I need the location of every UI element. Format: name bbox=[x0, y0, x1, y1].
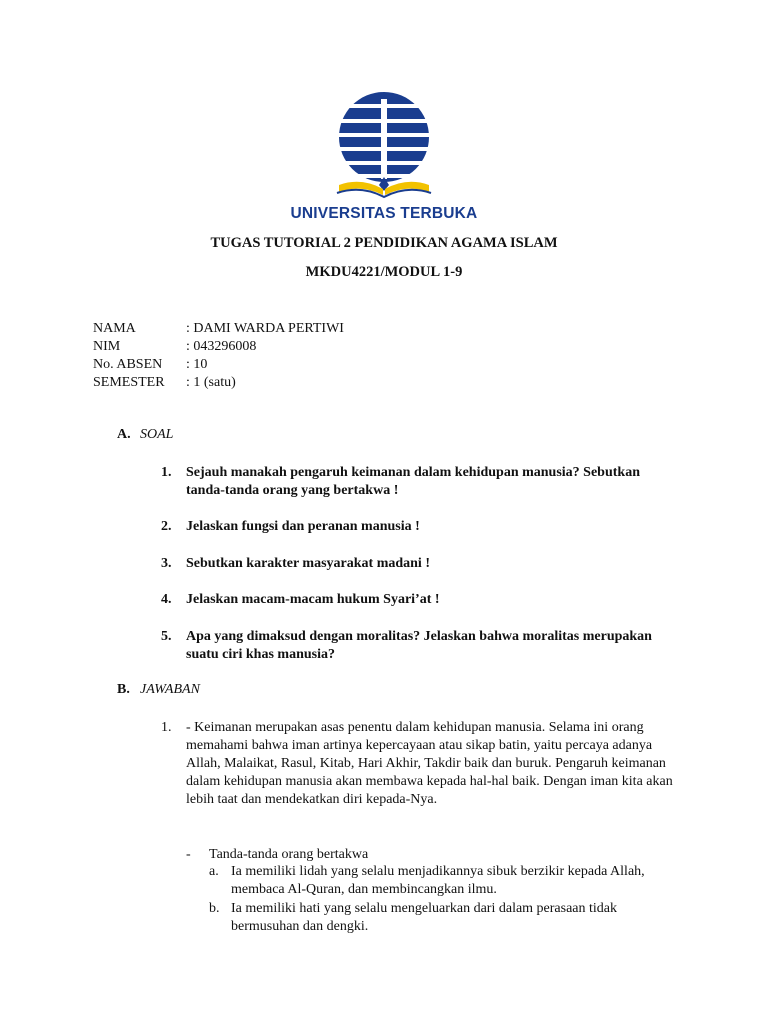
identity-value: : 1 (satu) bbox=[186, 375, 236, 390]
question-4 bbox=[161, 591, 681, 609]
identity-row-absen bbox=[93, 356, 344, 374]
list-item-letter: b. bbox=[209, 901, 220, 916]
section-letter: A. bbox=[117, 427, 131, 442]
document-title: TUGAS TUTORIAL 2 PENDIDIKAN AGAMA ISLAM bbox=[210, 235, 558, 251]
subheading-text: Tanda-tanda orang bertakwa bbox=[209, 847, 369, 862]
identity-block bbox=[93, 320, 344, 392]
list-item bbox=[209, 900, 669, 936]
list-item-letter: a. bbox=[209, 864, 219, 879]
identity-label: SEMESTER bbox=[93, 375, 165, 390]
identity-row-nim bbox=[93, 338, 344, 356]
bullet-dash: - bbox=[186, 847, 191, 862]
question-number: 4. bbox=[161, 592, 172, 607]
section-b-heading bbox=[117, 682, 200, 698]
question-number: 5. bbox=[161, 629, 172, 644]
question-5 bbox=[161, 628, 681, 664]
identity-label: NAMA bbox=[93, 321, 136, 336]
list-item bbox=[209, 863, 669, 899]
question-number: 1. bbox=[161, 465, 172, 480]
identity-row-nama bbox=[93, 320, 344, 338]
answer-1 bbox=[161, 719, 681, 809]
list-item-text: Ia memiliki lidah yang selalu menjadikannya sibuk berzikir kepada Allah, membaca Al-Quran, dan membincangkan ilmu. bbox=[231, 864, 645, 897]
question-text: Apa yang dimaksud dengan moralitas? Jelaskan bahwa moralitas merupakan suatu ciri khas manusia? bbox=[186, 629, 652, 662]
section-a-heading bbox=[117, 427, 173, 443]
question-text: Jelaskan macam-macam hukum Syari’at ! bbox=[186, 592, 440, 607]
university-name: UNIVERSITAS TERBUKA bbox=[290, 205, 478, 222]
identity-value: : 10 bbox=[186, 357, 208, 372]
section-letter: B. bbox=[117, 682, 130, 697]
question-2 bbox=[161, 518, 681, 536]
question-text: Jelaskan fungsi dan peranan manusia ! bbox=[186, 519, 420, 534]
identity-value: : DAMI WARDA PERTIWI bbox=[186, 321, 344, 336]
list-item-text: Ia memiliki hati yang selalu mengeluarkan dari dalam perasaan tidak bermusuhan dan dengki. bbox=[231, 901, 618, 934]
identity-label: No. ABSEN bbox=[93, 357, 163, 372]
answer-subheading bbox=[186, 846, 368, 864]
identity-label: NIM bbox=[93, 339, 121, 354]
question-3 bbox=[161, 555, 681, 573]
question-number: 3. bbox=[161, 556, 172, 571]
course-code: MKDU4221/MODUL 1-9 bbox=[305, 264, 463, 280]
identity-value: : 043296008 bbox=[186, 339, 257, 354]
section-title: JAWABAN bbox=[140, 682, 200, 697]
question-text: Sejauh manakah pengaruh keimanan dalam kehidupan manusia? Sebutkan tanda-tanda orang yang bertakwa ! bbox=[186, 465, 640, 498]
question-1 bbox=[161, 464, 681, 500]
section-title: SOAL bbox=[140, 427, 174, 442]
question-number: 2. bbox=[161, 519, 172, 534]
identity-row-semester bbox=[93, 374, 344, 392]
answer-text: - Keimanan merupakan asas penentu dalam kehidupan manusia. Selama ini orang memahami bahwa iman artinya kepercayaan atau sikap batin, yaitu percaya adanya Allah, Malaikat, Rasul, Kitab, Hari Akhir, Takdir baik dan buruk. Pengaruh keimanan dalam kehidupan manusia akan membawa kepada hal-hal baik. Dengan iman kita akan lebih taat dan mendekatkan diri kepada-Nya. bbox=[186, 720, 673, 807]
answer-number: 1. bbox=[161, 720, 172, 735]
question-text: Sebutkan karakter masyarakat madani ! bbox=[186, 556, 430, 571]
